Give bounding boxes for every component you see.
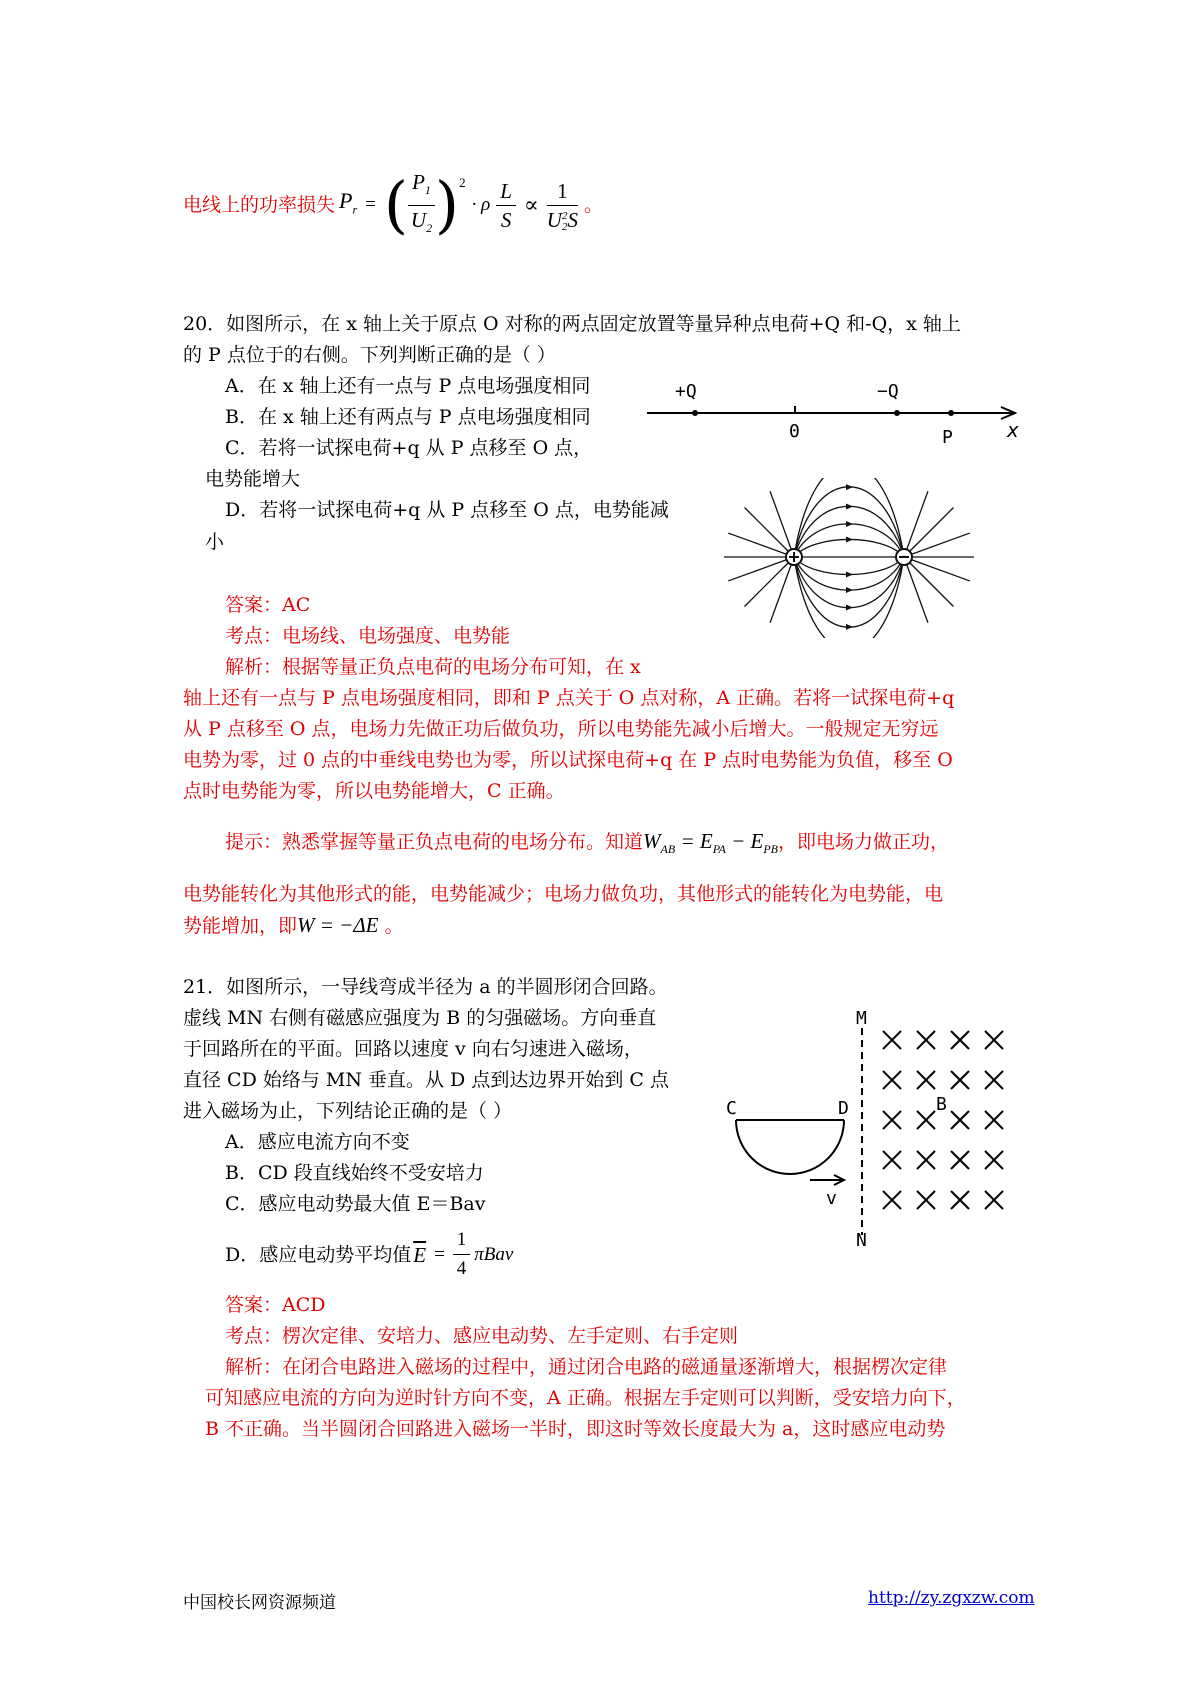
field-line-radial [904,557,953,606]
field-line-radial [728,557,794,581]
q20-stem-line2: 的 P 点位于的右侧。下列判断正确的是（ ） [183,344,556,366]
field-line-radial [728,533,794,557]
field-arrow [846,587,853,593]
field-arrows [846,478,853,638]
label-d: D [838,1098,849,1119]
label-origin: 0 [789,421,800,442]
field-line-arc [794,557,904,575]
plus-q-charge [692,410,698,416]
semicircle-magnetic-field-figure [722,1010,1022,1248]
field-line-arc [794,478,904,557]
q21-option-c: C．感应电动势最大值 E＝Bav [225,1193,486,1215]
field-line-radial [904,557,928,623]
hint-formula-w: W = −ΔE [297,913,379,937]
q21-answer: 答案：ACD [225,1294,326,1316]
field-arrow [846,537,853,543]
field-line-radial [745,508,794,557]
q20-analysis-line4: 电势为零，过 0 点的中垂线电势也为零，所以试探电荷+q 在 P 点时电势能为负值，移至 O [183,749,953,771]
label-c: C [726,1098,737,1119]
field-line-radial [770,491,794,557]
q20-hint-line3: 势能增加，即W = −ΔE 。 [183,913,404,937]
fraction-one-quarter: $\frac{1}{4}$ [453,1226,471,1283]
label-b: B [936,1094,947,1115]
q21-option-b: B．CD 段直线始终不受安培力 [225,1162,484,1184]
q20-option-b: B．在 x 轴上还有两点与 P 点电场强度相同 [225,406,591,428]
field-lines [724,478,974,638]
hint-formula-w-ab: $W_{AB} = E_{PA} - E_{PB}$ [643,829,778,857]
field-line-radial [904,508,953,557]
q20-analysis-line2: 轴上还有一点与 P 点电场强度相同，即和 P 点关于 O 点对称，A 正确。若将一试探电荷+q [183,687,955,709]
q20-option-c-line2: 电势能增大 [205,468,301,490]
formula-proportional: ∝ [523,192,539,217]
label-x: x [1007,418,1020,442]
label-v: v [826,1188,837,1209]
q20-answer: 答案：AC [225,594,311,616]
formula-end: 。 [583,194,603,216]
q20-stem-line1: 20．如图所示，在 x 轴上关于原点 O 对称的两点固定放置等量异种点电荷+Q 和-Q，x 轴上 [183,313,961,335]
semicircle-arc [736,1120,844,1174]
formula-prefix: 电线上的功率损失 [183,194,336,216]
q21-stem-line1: 21．如图所示，一导线弯成半径为 a 的半圆形闭合回路。 [183,976,668,998]
q21-stem-line4: 直径 CD 始络与 MN 垂直。从 D 点到达边界开始到 C 点 [183,1069,669,1091]
label-minus-q: −Q [877,381,899,402]
q20-option-c-line1: C．若将一试探电荷+q 从 P 点移至 O 点， [225,437,593,459]
label-plus-q: +Q [675,381,697,402]
label-n: N [856,1230,867,1248]
q20-option-d-line1: D．若将一试探电荷+q 从 P 点移至 O 点，电势能减 [225,499,669,521]
point-p [948,410,954,416]
minus-q-charge [894,410,900,416]
q21-key-point: 考点：楞次定律、安培力、感应电动势、左手定则、右手定则 [225,1325,739,1347]
field-line-radial [745,557,794,606]
q20-option-d-line2: 小 [205,531,225,553]
field-line-radial [904,533,970,557]
q21-stem-line5: 进入磁场为止，下列结论正确的是（ ） [183,1100,513,1122]
q21-option-a: A．感应电流方向不变 [225,1131,410,1153]
q21-analysis-line2: 可知感应电流的方向为逆时针方向不变，A 正确。根据左手定则可以判断，受安培力向下， [205,1387,966,1409]
field-line-arc [794,539,904,557]
fraction-P1-U2: $\frac{P_1}{U_2}$ [408,168,435,241]
footer-site-name: 中国校长网资源频道 [183,1593,336,1613]
q20-hint-line1: 提示：熟悉掌握等量正负点电荷的电场分布。知道$W_{AB} = E_{PA} - E_{PB}$，即电场力做正功， [225,829,949,857]
x-axis-charges-figure [645,375,1025,455]
field-line-radial [904,491,928,557]
q20-analysis-line3: 从 P 点移至 O 点，电场力先做正功后做负功，所以电势能先减小后增大。一般规定无穷远 [183,718,939,740]
magnetic-field-crosses [883,1031,1003,1209]
q21-option-d: D．感应电动势平均值 $\overline{E}$ = $\frac{1}{4}$ πBav [225,1226,513,1283]
field-line-radial [770,557,794,623]
q21-analysis-line3: B 不正确。当半圆闭合回路进入磁场一半时，即这时等效长度最大为 a，这时感应电动势 [205,1418,946,1440]
field-line-radial [904,557,970,581]
formula-rho: · ρ [471,194,491,215]
field-arrow [846,624,853,630]
dipole-field-lines-figure [718,478,988,638]
q21-analysis-line1: 解析：在闭合电路进入磁场的过程中，通过闭合电路的磁通量逐渐增大，根据楞次定律 [225,1356,948,1378]
field-arrow [846,604,853,610]
formula-square: 2 [459,175,466,190]
q21-stem-line3: 于回路所在的平面。回路以速度 v 向右匀速进入磁场， [183,1038,643,1060]
q20-key-point: 考点：电场线、电场强度、电势能 [225,625,511,647]
field-arrow [846,571,853,577]
label-p: P [942,427,953,448]
q20-analysis-line5: 点时电势能为零，所以电势能增大，C 正确。 [183,780,565,802]
fraction-L-S: $\frac{L}{S}$ [496,177,516,234]
field-arrow [846,504,853,510]
label-m: M [856,1010,867,1029]
fraction-1-U22S: 1 U 2 2 S [546,178,578,233]
formula-r: r [352,202,358,217]
power-loss-formula: 电线上的功率损失 $P_r$ = ( $\frac{P_1}{U_2}$ ) $^2$ · ρ $\frac{L}{S}$ ∝ 1 U 2 2 S 。 [183,168,603,241]
formula-eq: = [365,194,376,215]
q20-hint-line2: 电势能转化为其他形式的能，电势能减少；电场力做负功，其他形式的能转化为电势能，电 [183,883,944,905]
q20-analysis-line1: 解析：根据等量正负点电荷的电场分布可知，在 x [225,656,641,678]
field-arrow [846,484,853,490]
footer-url-link[interactable]: http://zy.zgxzw.com [868,1588,1035,1608]
q21-stem-line2: 虚线 MN 右侧有磁感应强度为 B 的匀强磁场。方向垂直 [183,1007,657,1029]
formula-P: P [339,187,353,213]
q20-option-a: A．在 x 轴上还有一点与 P 点电场强度相同 [225,375,591,397]
avg-emf-symbol: $\overline{E}$ [413,1242,427,1267]
field-arrow [846,521,853,527]
